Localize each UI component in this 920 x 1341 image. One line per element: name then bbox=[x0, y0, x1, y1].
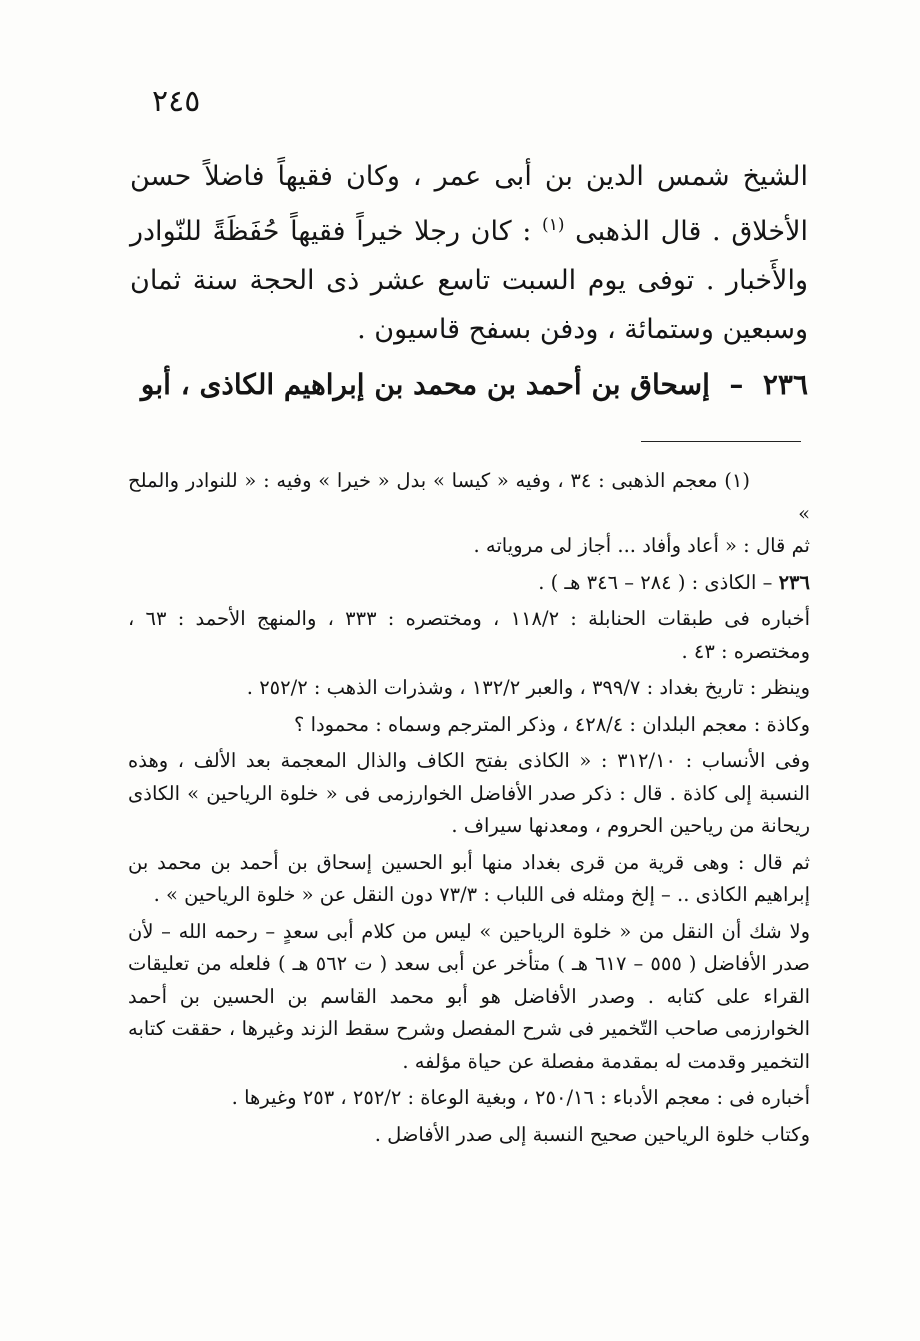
footnote-2-thumma: ثم قال : وهى قرية من قرى بغداد منها أبو الحسين إسحاق بن أحمد بن محمد بن إبراهيم الكاذى .. – إلخ ومثله فى اللباب : ٧٣/٣ دون النقل عن « خلوة الرياحين » . bbox=[128, 850, 810, 906]
footnote-2-sources: أخباره فى طبقات الحنابلة : ١١٨/٢ ، ومختصره : ٣٣٣ ، والمنهج الأحمد : ٦٣ ، ومختصره : ٤٣ . bbox=[128, 607, 810, 663]
footnote-2-head: – الكاذى : ( ٢٨٤ – ٣٤٦ هـ ) . bbox=[538, 570, 773, 594]
entry-number: ٢٣٦ bbox=[762, 368, 808, 401]
footnote-2-number: ٢٣٦ bbox=[778, 570, 810, 594]
footnote-1-line-1: (١) معجم الذهبى : ٣٤ ، وفيه « كيسا » بدل « خيرا » وفيه : « للنوادر والملح » bbox=[128, 469, 810, 525]
footnote-2-ansab: وفى الأنساب : ٣١٢/١٠ : « الكاذى بفتح الكاف والذال المعجمة بعد الألف ، وهذه النسبة إلى كاذة . قال : ذكر صدر الأفاضل الخوارزمى فى « خلوة الرياحين » الكاذى ريحانة من رياحين الحروم ، ومعدنها سيراف . bbox=[128, 749, 810, 837]
footnote-1-line-2: ثم قال : « أعاد وأفاد ... أجاز لى مروياته . bbox=[473, 534, 810, 557]
main-paragraph bbox=[130, 152, 808, 354]
main-paragraph-continued: : كان رجلا خيراً فقيهاً حُفَظَةً للنّوادر والأَخبار . توفى يوم السبت تاسع عشر ذى الحجة سنة ثمان وسبعين وستمائة ، ودفن بسفح قاسيون . bbox=[130, 216, 808, 345]
entry-heading bbox=[130, 360, 808, 409]
footnote-2-kadha: وكاذة : معجم البلدان : ٤٢٨/٤ ، وذكر المترجم وسماه : محمودا ؟ bbox=[294, 712, 810, 736]
footnote-2-book-note: وكتاب خلوة الرياحين صحيح النسبة إلى صدر الأفاضل . bbox=[374, 1122, 810, 1146]
main-text bbox=[130, 152, 808, 409]
entry-dash: – bbox=[729, 368, 744, 401]
page-number: ٢٤٥ bbox=[152, 84, 201, 119]
footnote-divider bbox=[641, 441, 801, 442]
footnote-reference: (١) bbox=[542, 215, 565, 235]
footnote-1 bbox=[128, 465, 810, 563]
footnote-2-commentary: ولا شك أن النقل من « خلوة الرياحين » ليس من كلام أبى سعدٍ – رحمه الله – لأن صدر الأفاضل ( ٥٥٥ – ٦١٧ هـ ) متأخر عن أبى سعد ( ت ٥٦٢ هـ ) فلعله من تعليقات القراء على كتابه . وصدر الأفاضل هو أبو محمد القاسم بن الحسين بن أحمد الخوارزمى صاحب التّخمير فى شرح المفصل وشرح سقط الزند وغيرها ، حققت كتابه التخمير وقدمت له بمقدمة مفصلة عن حياة مؤلفه . bbox=[128, 919, 810, 1073]
footnote-2-heading bbox=[128, 567, 810, 600]
footnote-2-sources-2: أخباره فى : معجم الأدباء : ٢٥٠/١٦ ، وبغية الوعاة : ٢٥٢/٢ ، ٢٥٣ وغيرها . bbox=[231, 1086, 810, 1109]
entry-title: إسحاق بن أحمد بن محمد بن إبراهيم الكاذى ، أبو bbox=[140, 368, 710, 401]
main-paragraph-text: الشيخ شمس الدين بن أبى عمر ، وكان فقيهاً فاضلاً حسن الأخلاق . قال الذهبى bbox=[130, 161, 808, 247]
footnotes bbox=[128, 465, 810, 1155]
footnote-2-see-also: وينظر : تاريخ بغداد : ٣٩٩/٧ ، والعبر ١٣٢/٢ ، وشذرات الذهب : ٢٥٢/٢ . bbox=[246, 676, 810, 699]
